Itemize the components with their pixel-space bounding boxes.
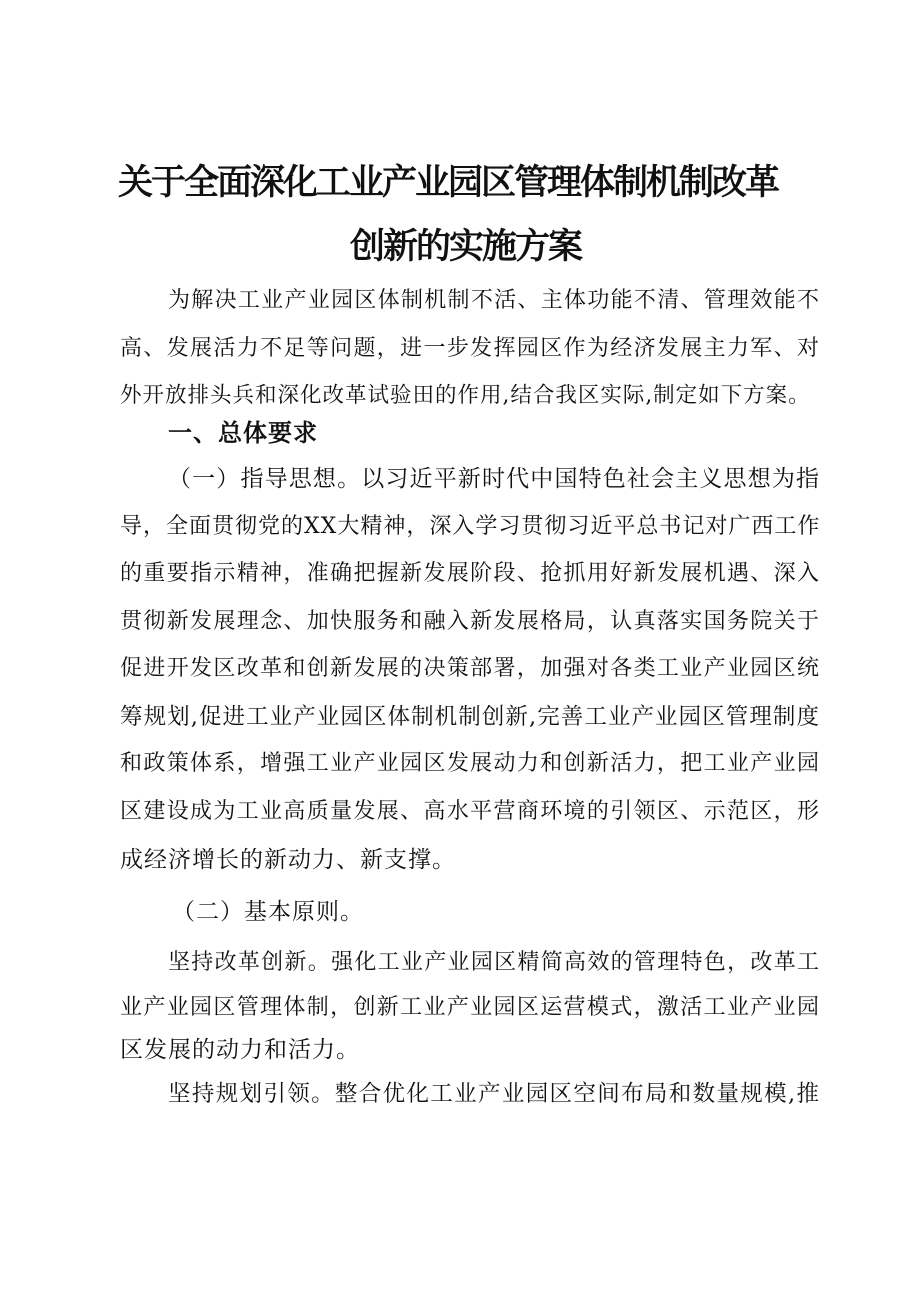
paragraph-line: 导，全面贯彻党的XX大精神，深入学习贯彻习近平总书记对广西工作 — [120, 514, 821, 539]
paragraph-line: 区建设成为工业高质量发展、高水平营商环境的引领区、示范区，形 — [120, 799, 820, 824]
paragraph-line: 成经济增长的新动力、新支撑。 — [120, 847, 456, 873]
intro-line: 为解决工业产业园区体制机制不活、主体功能不清、管理效能不 — [168, 288, 820, 313]
paragraph-line: 的重要指示精神，准确把握新发展阶段、抢抓用好新发展机遇、深入 — [120, 561, 820, 586]
paragraph-line: 坚持改革创新。强化工业产业园区精简高效的管理特色，改革工 — [168, 950, 820, 975]
paragraph-line: 和政策体系，增强工业产业园区发展动力和创新活力，把工业产业园 — [120, 751, 820, 776]
paragraph-line: 筹规划,促进工业产业园区体制机制创新,完善工业产业园区管理制度 — [120, 704, 820, 730]
subsection-heading: （二）基本原则。 — [172, 899, 364, 925]
paragraph-line: 区发展的动力和活力。 — [120, 1037, 360, 1063]
document-title-line-1: 关于全面深化工业产业园区管理体制机制改革 — [118, 163, 779, 203]
document-title-line-2: 创新的实施方案 — [350, 227, 582, 267]
paragraph-line: 促进开发区改革和创新发展的决策部署，加强对各类工业产业园区统 — [120, 656, 820, 681]
paragraph-line: （一）指导思想。以习近平新时代中国特色社会主义思想为指 — [168, 466, 820, 492]
intro-line: 外开放排头兵和深化改革试验田的作用,结合我区实际,制定如下方案。 — [120, 383, 811, 408]
paragraph-line: 贯彻新发展理念、加快服务和融入新发展格局，认真落实国务院关于 — [120, 609, 820, 634]
paragraph-line: 坚持规划引领。整合优化工业产业园区空间布局和数量规模,推 — [168, 1081, 820, 1107]
section-heading: 一、总体要求 — [168, 419, 318, 447]
intro-line: 高、发展活力不足等问题，进一步发挥园区作为经济发展主力军、对 — [120, 336, 820, 361]
paragraph-line: 业产业园区管理体制，创新工业产业园区运营模式，激活工业产业园 — [120, 995, 820, 1020]
